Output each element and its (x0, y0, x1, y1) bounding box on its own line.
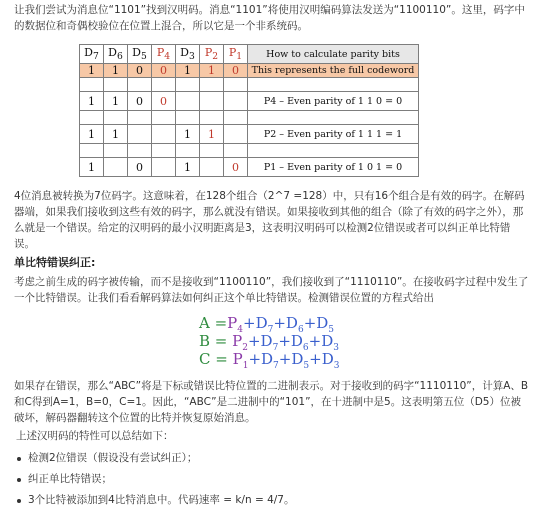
header-d5: $D_5$ (128, 45, 152, 64)
summary-intro: 上述汉明码的特性可以总结如下： (16, 430, 174, 442)
header-d7: $D_7$ (80, 45, 104, 64)
header-desc: How to calculate parity bits (248, 45, 419, 64)
table-cell (128, 125, 152, 144)
table-cell: 1 (176, 158, 200, 177)
parity-table (79, 44, 419, 177)
table-cell: 1 (176, 64, 200, 78)
spacer-row (80, 144, 419, 158)
table-cell: 0 (224, 158, 248, 177)
table-cell: 0 (224, 64, 248, 78)
header-p4: $P_4$ (152, 45, 176, 64)
row-desc: P4 – Even parity of 1 1 0 = 0 (248, 92, 419, 111)
intro-paragraph: 让我们尝试为消息位“1101”找到汉明码。消息“1101”将使用汉明编码算法发送为“1100110”。这里，码字中的数据位和奇偶校验位在位置上混合，所以它是一个非系统码。 (14, 4, 525, 32)
table-cell (104, 158, 128, 177)
table-cell: 1 (80, 64, 104, 78)
table-cell: 0 (128, 92, 152, 111)
equation-a: $A =P_4+D_7+D_6+D_5$ (199, 314, 335, 335)
table-cell (224, 92, 248, 111)
list-item: 3个比特被添加到4比特消息中。代码速率 = k/n = 4/7。 (16, 490, 294, 511)
row-desc: P1 – Even parity of 1 0 1 = 0 (248, 158, 419, 177)
table-cell: 1 (176, 125, 200, 144)
table-row (80, 125, 419, 144)
table-row (80, 158, 419, 177)
table-cell: 1 (80, 92, 104, 111)
spacer-row (80, 78, 419, 92)
codeword-paragraph: 4位消息被转换为7位码字。这意味着，在128个组合（2^7 =128）中，只有16个组合是有效的码字。在解码器端，如果我们接收到这些有效的码字，那么就没有错误。如果接收到其他的组合（除了有效的码字之外），那么就是一个错误。给定的汉明码的最小汉明距离是3，这表明汉明码可以检测2位错误或者可以纠正单比特错误。 (14, 190, 525, 250)
table-header-row (80, 45, 419, 64)
codeword-row (80, 64, 419, 78)
table-cell: 0 (152, 64, 176, 78)
table-cell (176, 92, 200, 111)
codeword-desc: This represents the full codeword (248, 64, 419, 78)
table-cell (152, 158, 176, 177)
spacer-row (80, 111, 419, 125)
table-cell: 1 (104, 64, 128, 78)
header-d6: $D_6$ (104, 45, 128, 64)
table-cell: 1 (104, 92, 128, 111)
header-p2: $P_2$ (200, 45, 224, 64)
section-heading: 单比特错误纠正: (14, 256, 96, 269)
list-item: 纠正单比特错误； (16, 469, 294, 490)
table-cell: 1 (104, 125, 128, 144)
table-cell: 0 (128, 64, 152, 78)
error-paragraph: 考虑之前生成的码字被传输，而不是接收到“1100110”，我们接收到了“1110110”。在接收码字过程中发生了一个比特错误。让我们看看解码算法如何纠正这个单比特错误。检测错误位置的方程式给出 (14, 276, 529, 304)
table-cell: 1 (80, 125, 104, 144)
equation-b: $B = P_2+D_7+D_6+D_3$ (199, 332, 339, 353)
table-row (80, 92, 419, 111)
equation-c: $C = P_1+D_7+D_5+D_3$ (199, 350, 340, 371)
table-cell: 0 (128, 158, 152, 177)
table-cell: 0 (152, 92, 176, 111)
table-cell (200, 158, 224, 177)
table-cell (200, 92, 224, 111)
header-p1: $P_1$ (224, 45, 248, 64)
table-cell (224, 125, 248, 144)
table-cell: 1 (200, 125, 224, 144)
table-cell: 1 (80, 158, 104, 177)
syndrome-paragraph: 如果存在错误，那么“ABC”将是下标或错误比特位置的二进制表示。对于接收到的码字“1110110”，计算A、B和C得到A=1，B=0，C=1。因此，“ABC”是二进制中的“101”，在十进制中是5。这表明第五位（D5）位被破坏，解码器翻转这个位置的比特并恢复原始消息。 (14, 380, 529, 424)
table-cell: 1 (200, 64, 224, 78)
header-d3: $D_3$ (176, 45, 200, 64)
properties-list (16, 448, 294, 511)
list-item: 检测2位错误（假设没有尝试纠正）； (16, 448, 294, 469)
table-cell (152, 125, 176, 144)
row-desc: P2 – Even parity of 1 1 1 = 1 (248, 125, 419, 144)
